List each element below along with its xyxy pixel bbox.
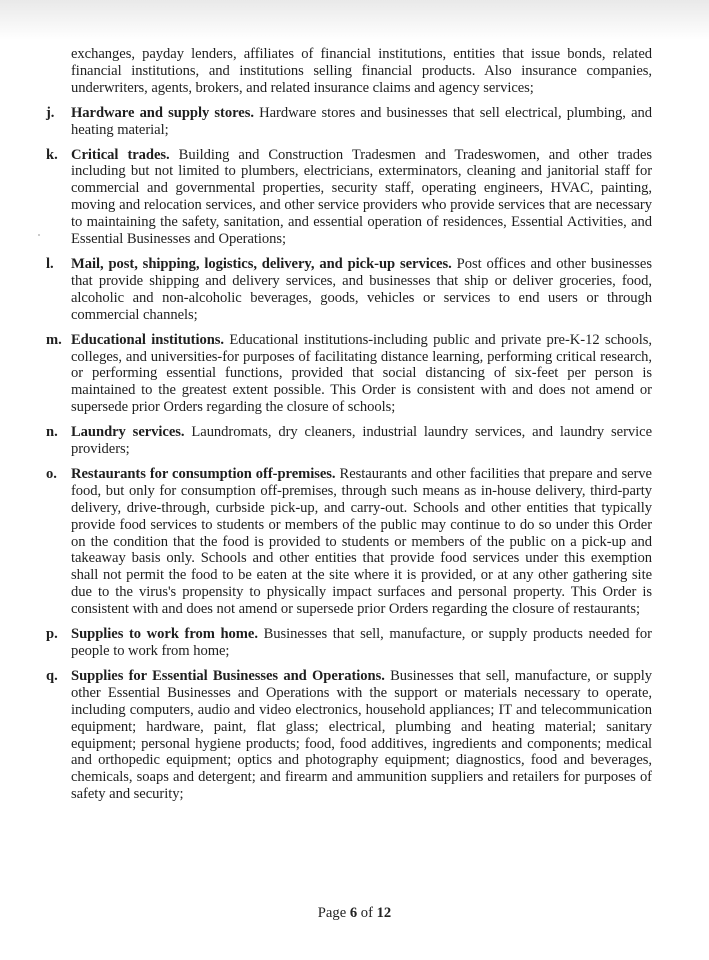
- item-heading: Critical trades.: [71, 146, 170, 163]
- list-item-l: [46, 255, 652, 324]
- item-heading: Mail, post, shipping, logistics, delivery, and pick-up services.: [71, 255, 452, 272]
- item-label: m.: [46, 331, 62, 348]
- list-item-o: [46, 465, 652, 618]
- list-item-p: [46, 626, 652, 660]
- page-footer: [0, 905, 709, 922]
- item-body: Laundromats, dry cleaners, industrial laundry services, and laundry service providers;: [71, 424, 652, 458]
- continuation-paragraph: exchanges, payday lenders, affiliates of financial institutions, entities that issue bonds, related financial institutions, and institutions selling financial products. Also insurance companies, underwriters, agents, brokers, and related insurance claims and agency services;: [71, 46, 652, 96]
- item-heading: Supplies for Essential Businesses and Operations.: [71, 667, 385, 684]
- item-heading: Restaurants for consumption off-premises.: [71, 465, 336, 482]
- list-item-j: [46, 104, 652, 139]
- list-item-m: [46, 331, 653, 417]
- item-label: o.: [46, 465, 57, 482]
- item-heading: Supplies to work from home.: [71, 626, 258, 643]
- document-page: [0, 46, 709, 803]
- item-heading: Laundry services.: [71, 424, 185, 441]
- item-label: p.: [46, 626, 58, 643]
- item-label: q.: [46, 667, 58, 684]
- item-body: Post offices and other businesses that provide shipping and delivery services, and businesses that ship or deliver groceries, food, alcoholic and non-alcoholic beverages, goods, vehicles or services to end users or through commercial channels;: [71, 255, 652, 323]
- item-body: Restaurants and other facilities that prepare and serve food, but only for consumption off-premises, through such means as in-house delivery, third-party delivery, drive-through, curbside pick-up, and carry-out. Schools and other entities that typically provide food services to students or members of the public may continue to do so under this Order on the condition that the food is provided to students or members of the public on a pick-up and takeaway basis only. Schools and other entities that provide food services under this exemption shall not permit the food to be eaten at the site where it is provided, or at any other gathering site due to the virus's propensity to physically impact surfaces and personal property. This Order is consistent with and does not amend or supersede prior Orders regarding the closure of restaurants;: [71, 465, 652, 618]
- list-item-k: [46, 146, 652, 248]
- list-item-n: [46, 424, 652, 458]
- item-label: j.: [46, 104, 55, 121]
- item-heading: Hardware and supply stores.: [71, 104, 254, 121]
- item-body: Businesses that sell, manufacture, or supply products needed for people to work from home;: [71, 626, 652, 659]
- item-body: Businesses that sell, manufacture, or supply other Essential Businesses and Operations with the support or materials necessary to operate, including computers, audio and video electronics, household appliances; IT and telecommunication equipment; hardware, paint, flat glass; electrical, plumbing and heating material; sanitary equipment; personal hygiene products; food, food additives, ingredients and components; medical and orthopedic equipment; optics and photography equipment; diagnostics, food and beverages, chemicals, soaps and detergent; and firearm and ammunition suppliers and retailers for purposes of safety and security;: [71, 667, 652, 803]
- item-label: n.: [46, 424, 58, 441]
- list-item-q: [46, 667, 652, 803]
- item-label: k.: [46, 146, 58, 163]
- item-body: Building and Construction Tradesmen and Tradeswomen, and other trades including but not limited to plumbers, electricians, exterminators, cleaning and janitorial staff for commercial and governmental properties, security staff, operating engineers, HVAC, painting, moving and relocation services, and other service providers who provide services that are necessary to maintaining the safety, sanitation, and essential operation of residences, Essential Activities, and Essential Businesses and Operations;: [71, 146, 652, 248]
- item-label: l.: [46, 255, 54, 272]
- item-body: Educational institutions-including public and private pre-K-12 schools, colleges, and universities-for purposes of facilitating distance learning, performing critical research, or performing essential functions, provided that social distancing of six-feet per person is maintained to the greatest extent possible. This Order is consistent with and does not amend or supersede prior Orders regarding the closure of schools;: [71, 331, 653, 416]
- item-body: Hardware stores and businesses that sell electrical, plumbing, and heating material;: [71, 104, 652, 138]
- top-shadow: [0, 0, 709, 40]
- total-pages-number: 12: [376, 905, 392, 921]
- page-word: Page: [317, 905, 347, 921]
- current-page-number: 6: [349, 905, 358, 921]
- item-heading: Educational institutions.: [71, 331, 225, 348]
- of-word: of: [360, 905, 373, 921]
